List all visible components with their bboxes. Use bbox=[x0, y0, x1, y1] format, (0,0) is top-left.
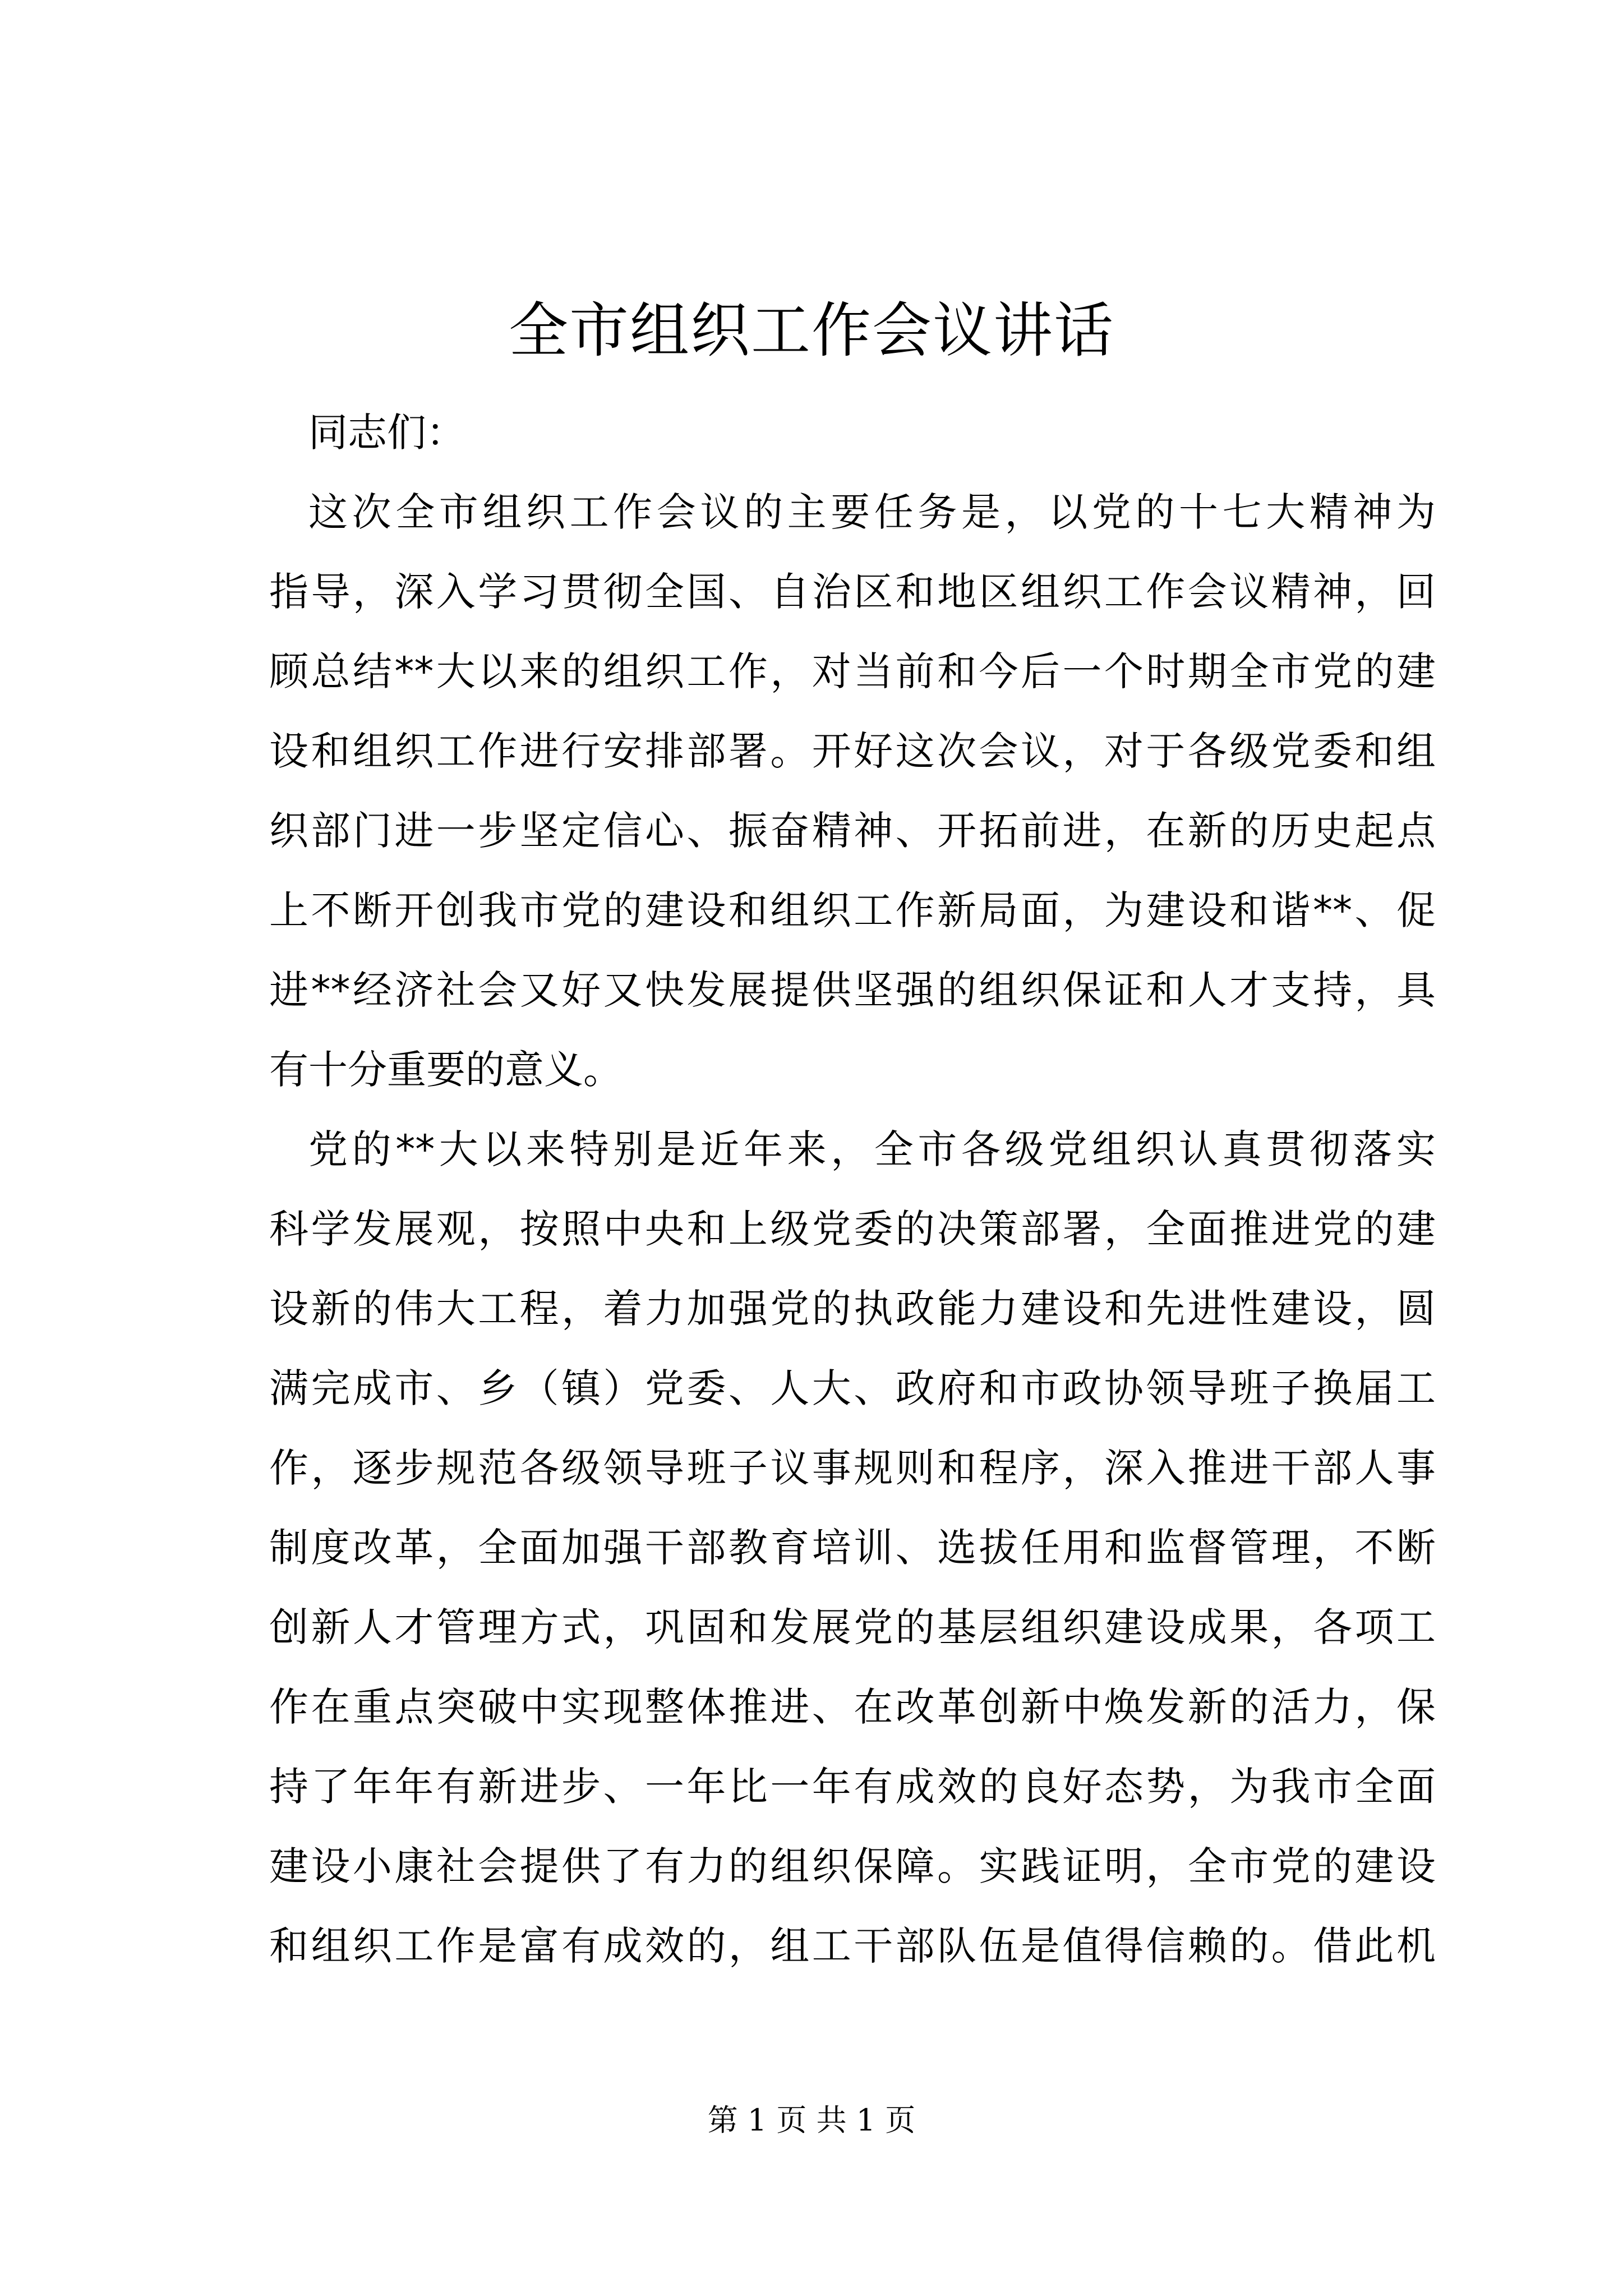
paragraph-1-line: 进**经济社会又好又快发展提供坚强的组织保证和人才支持，具 bbox=[269, 967, 1436, 1013]
paragraph-2-line: 作，逐步规范各级领导班子议事规则和程序，深入推进干部人事 bbox=[269, 1445, 1436, 1491]
document-title: 全市组织工作会议讲话 bbox=[509, 296, 1114, 365]
paragraph-2-line: 设新的伟大工程，着力加强党的执政能力建设和先进性建设，圆 bbox=[269, 1286, 1436, 1332]
paragraph-1-line: 上不断开创我市党的建设和组织工作新局面，为建设和谐**、促 bbox=[269, 887, 1436, 933]
paragraph-1-line: 这次全市组织工作会议的主要任务是，以党的十七大精神为 bbox=[308, 489, 1436, 535]
greeting: 同志们： bbox=[308, 409, 465, 455]
paragraph-1-line: 设和组织工作进行安排部署。开好这次会议，对于各级党委和组 bbox=[269, 728, 1436, 774]
paragraph-1-line: 有十分重要的意义。 bbox=[269, 1047, 623, 1093]
page-number-footer: 第 1 页 共 1 页 bbox=[707, 2102, 916, 2138]
paragraph-2-line: 党的**大以来特别是近年来，全市各级党组织认真贯彻落实 bbox=[308, 1126, 1436, 1172]
paragraph-2-line: 创新人才管理方式，巩固和发展党的基层组织建设成果，各项工 bbox=[269, 1604, 1436, 1650]
paragraph-2-line: 建设小康社会提供了有力的组织保障。实践证明，全市党的建设 bbox=[269, 1843, 1436, 1889]
paragraph-1-line: 指导，深入学习贯彻全国、自治区和地区组织工作会议精神，回 bbox=[269, 569, 1436, 615]
paragraph-2-line: 作在重点突破中实现整体推进、在改革创新中焕发新的活力，保 bbox=[269, 1684, 1436, 1730]
paragraph-2-line: 科学发展观，按照中央和上级党委的决策部署，全面推进党的建 bbox=[269, 1206, 1436, 1252]
paragraph-1-line: 顾总结**大以来的组织工作，对当前和今后一个时期全市党的建 bbox=[269, 648, 1436, 694]
document-body bbox=[269, 393, 1436, 1986]
paragraph-2-line: 满完成市、乡（镇）党委、人大、政府和市政协领导班子换届工 bbox=[269, 1365, 1436, 1411]
paragraph-1-line: 织部门进一步坚定信心、振奋精神、开拓前进，在新的历史起点 bbox=[269, 808, 1436, 854]
paragraph-2-line: 持了年年有新进步、一年比一年有成效的良好态势，为我市全面 bbox=[269, 1764, 1436, 1810]
paragraph-2-line: 和组织工作是富有成效的，组工干部队伍是值得信赖的。借此机 bbox=[269, 1923, 1436, 1969]
paragraph-2-line: 制度改革，全面加强干部教育培训、选拔任用和监督管理，不断 bbox=[269, 1525, 1436, 1571]
